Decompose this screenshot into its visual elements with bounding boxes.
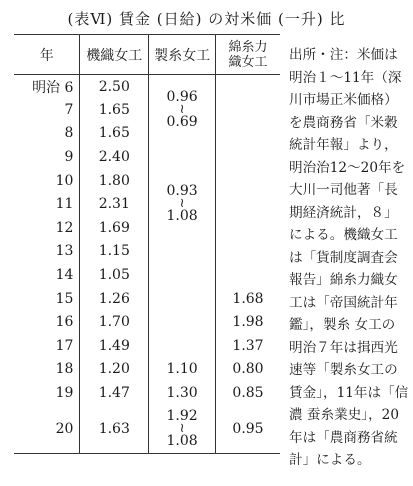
year-cell: 明治 6 <box>32 79 74 96</box>
menshi-cell: 1.37 <box>216 334 281 358</box>
menshi-cell <box>216 169 281 193</box>
menshi-cell <box>216 98 281 122</box>
table-row <box>14 263 280 287</box>
note-line: 期経済統計，８」 <box>289 204 398 221</box>
range-from: 0.96 <box>166 89 198 106</box>
header-menshi-line1: 綿糸力 <box>228 39 268 55</box>
range-to: 0.69 <box>166 114 198 131</box>
header-menshi <box>216 35 281 75</box>
year-cell: 9 <box>64 149 74 166</box>
note-line: 明治１〜11年（深 <box>289 69 402 86</box>
kishoku-cell: 2.31 <box>80 192 149 216</box>
seishi-cell <box>149 310 216 334</box>
range-from: 1.92 <box>166 408 198 425</box>
seishi-range <box>166 90 197 130</box>
kishoku-cell: 1.26 <box>80 287 149 311</box>
kishoku-cell: 1.65 <box>80 98 149 122</box>
range-to: 1.08 <box>166 433 198 450</box>
seishi-range-cell <box>149 169 216 240</box>
table-row <box>14 381 280 405</box>
year-cell: 20 <box>14 405 80 454</box>
seishi-range-cell <box>149 405 216 454</box>
menshi-cell: 0.80 <box>216 358 281 382</box>
year-cell: 11 <box>55 196 74 213</box>
kishoku-cell: 1.65 <box>80 122 149 146</box>
seishi-cell <box>149 240 216 264</box>
note-line: を農商務省「米穀 <box>289 114 398 131</box>
source-note <box>289 44 409 472</box>
menshi-cell <box>216 192 281 216</box>
note-line: 統計年報」より， <box>289 137 398 153</box>
kishoku-cell: 1.63 <box>80 405 149 454</box>
menshi-cell: 0.95 <box>216 405 281 454</box>
note-line: 川市場正米価格） <box>289 92 398 108</box>
header-year: 年 <box>14 35 80 75</box>
table-row <box>14 169 280 193</box>
seishi-range <box>166 184 197 224</box>
year-cell: 13 <box>55 243 74 260</box>
seishi-range <box>166 409 197 449</box>
menshi-cell <box>216 263 281 287</box>
range-tilde: ≀ <box>179 421 185 437</box>
table-row <box>14 358 280 382</box>
kishoku-cell: 1.15 <box>80 240 149 264</box>
table-row <box>14 287 280 311</box>
note-line: による。機織女工 <box>289 227 398 243</box>
year-cell: 17 <box>55 337 74 354</box>
kishoku-cell: 2.50 <box>80 75 149 99</box>
note-line: 濃 蚕糸業史」，20 <box>289 407 399 423</box>
menshi-cell: 1.98 <box>216 310 281 334</box>
table-row <box>14 98 280 122</box>
menshi-cell <box>216 122 281 146</box>
range-to: 1.08 <box>166 208 198 225</box>
note-line: 速等「製糸女工の <box>289 362 398 378</box>
note-line: 年は「農商務省統 <box>289 429 398 446</box>
year-cell: 8 <box>64 125 74 142</box>
note-line: 報告」綿糸力織女 <box>289 272 398 288</box>
header-row <box>14 35 280 75</box>
menshi-cell <box>216 75 281 99</box>
note-line: 明治治12〜20年を <box>289 159 406 176</box>
note-line: 鑑」，製糸 女工の <box>289 317 396 333</box>
range-tilde: ≀ <box>179 196 185 212</box>
kishoku-cell: 1.49 <box>80 334 149 358</box>
header-kishoku: 機織女工 <box>80 35 149 75</box>
menshi-cell <box>216 145 281 169</box>
year-cell: 18 <box>55 361 74 378</box>
note-line: 計」による。 <box>289 452 371 468</box>
kishoku-cell: 1.70 <box>80 310 149 334</box>
year-cell: 14 <box>55 267 74 284</box>
kishoku-cell: 1.80 <box>80 169 149 193</box>
year-cell: 16 <box>55 314 74 331</box>
table-row <box>14 75 280 99</box>
wage-rice-ratio-table <box>14 34 280 454</box>
menshi-cell <box>216 216 281 240</box>
table-row <box>14 216 280 240</box>
range-tilde: ≀ <box>179 102 185 118</box>
note-line: 大川一司他著「長 <box>289 182 398 198</box>
seishi-cell <box>149 145 216 169</box>
table-title: (表Ⅵ) 賃金 (日給) の対米価 (一升) 比 <box>67 10 346 28</box>
note-line: 出所・注：米価は <box>289 47 398 63</box>
seishi-cell: 1.30 <box>149 381 216 405</box>
seishi-cell: 1.10 <box>149 358 216 382</box>
kishoku-cell: 1.05 <box>80 263 149 287</box>
seishi-range-cell <box>149 75 216 146</box>
note-line: 工は「帝国統計年 <box>289 294 398 311</box>
table-row <box>14 192 280 216</box>
menshi-cell: 0.85 <box>216 381 281 405</box>
table-row <box>14 240 280 264</box>
year-cell: 10 <box>55 172 74 189</box>
note-line: 賃金」，11年は「信 <box>289 384 409 401</box>
year-cell: 12 <box>55 219 74 236</box>
header-menshi-line2: 織女工 <box>228 54 268 70</box>
kishoku-cell: 1.69 <box>80 216 149 240</box>
header-seishi: 製糸女工 <box>149 35 216 75</box>
note-line: 明治７年は揖西光 <box>289 339 398 356</box>
table-row <box>14 405 280 454</box>
menshi-cell <box>216 240 281 264</box>
seishi-cell <box>149 287 216 311</box>
year-cell: 7 <box>64 101 74 118</box>
kishoku-cell: 1.20 <box>80 358 149 382</box>
range-from: 0.93 <box>166 183 198 200</box>
seishi-cell <box>149 263 216 287</box>
menshi-cell: 1.68 <box>216 287 281 311</box>
seishi-cell <box>149 334 216 358</box>
table-row <box>14 145 280 169</box>
year-cell: 19 <box>55 385 74 402</box>
kishoku-cell: 2.40 <box>80 145 149 169</box>
kishoku-cell: 1.47 <box>80 381 149 405</box>
table-row <box>14 122 280 146</box>
table-row <box>14 310 280 334</box>
year-cell: 15 <box>55 290 74 307</box>
table-row <box>14 334 280 358</box>
note-line: は「貨制度調査会 <box>289 249 398 266</box>
